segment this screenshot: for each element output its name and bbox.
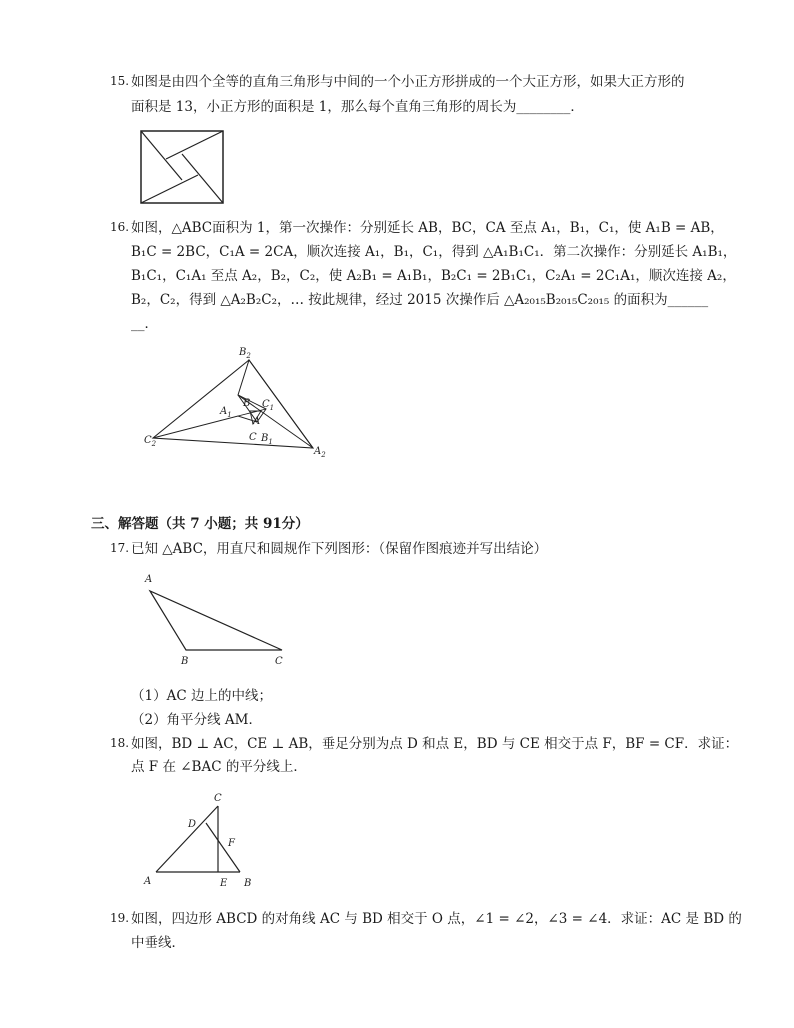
q16-label-a2: $A_2$: [314, 446, 326, 459]
q15-text-line2: 面积是 13，小正方形的面积是 1，那么每个直角三角形的周长为________．: [131, 99, 584, 115]
q17-item1: （1）AC 边上的中线；: [131, 688, 272, 704]
q18-figure: [140, 788, 270, 893]
q16-label-b1: $B_1$: [261, 433, 273, 446]
q16-text-line5: __．: [131, 316, 158, 332]
q18-text-line1: 如图，BD ⊥ AC，CE ⊥ AB，垂足分别为点 D 和点 E，BD 与 CE 相交于点 F，BF = CF．求证：: [131, 736, 739, 752]
q17-item2: （2）角平分线 AM．: [131, 712, 262, 728]
section3-heading: 三、解答题（共 7 小题；共 91分）: [91, 516, 309, 532]
q16-label-c2: $C_2$: [144, 435, 157, 448]
q16-figure-triangles: [140, 340, 340, 465]
q17-label-c: C: [275, 656, 283, 667]
q18-label-f: F: [228, 838, 235, 849]
q16-text-line2: B₁C = 2BC，C₁A = 2CA，顺次连接 A₁，B₁，C₁，得到 △A₁B₁C₁．第二次操作：分别延长 A₁B₁，: [131, 244, 737, 260]
q17-label-b: B: [181, 656, 189, 667]
q17-label-a: A: [145, 574, 153, 585]
q15-figure-square: [138, 128, 228, 206]
q16-label-b2: $B_2$: [239, 347, 251, 360]
q15-text-line1: 如图是由四个全等的直角三角形与中间的一个小正方形拼成的一个大正方形，如果大正方形的: [131, 74, 685, 90]
q18-label-b: B: [244, 878, 252, 889]
q18-number: 18.: [110, 736, 130, 750]
q15-number: 15.: [110, 74, 130, 88]
q17-number: 17.: [110, 541, 130, 555]
q16-label-a: A: [253, 416, 261, 427]
q16-number: 16.: [110, 220, 130, 234]
q16-text-line4: B₂，C₂，得到 △A₂B₂C₂，… 按此规律，经过 2015 次操作后 △A₂₀₁₅B₂₀₁₅C₂₀₁₅ 的面积为______: [131, 292, 709, 308]
q18-label-e: E: [220, 878, 228, 889]
q18-label-d: D: [188, 819, 197, 830]
q17-figure-triangle: [140, 570, 290, 670]
q17-text-line1: 已知 △ABC，用直尺和圆规作下列图形：（保留作图痕迹并写出结论）: [131, 541, 548, 557]
q16-label-c: C: [249, 432, 257, 443]
q19-text-line1: 如图，四边形 ABCD 的对角线 AC 与 BD 相交于 O 点，∠1 = ∠2，∠3 = ∠4．求证：AC 是 BD 的: [131, 911, 742, 927]
q16-label-a1: $A_1$: [220, 406, 232, 419]
q16-text-line3: B₁C₁，C₁A₁ 至点 A₂，B₂，C₂，使 A₂B₁ = A₁B₁，B₂C₁ = 2B₁C₁，C₂A₁ = 2C₁A₁，顺次连接 A₂，: [131, 268, 736, 284]
q16-label-c1: $C_1$: [262, 399, 275, 412]
q18-text-line2: 点 F 在 ∠BAC 的平分线上．: [131, 759, 307, 775]
q19-number: 19.: [110, 911, 130, 925]
q19-text-line2: 中垂线．: [131, 935, 185, 951]
q18-label-c: C: [214, 793, 222, 804]
q16-text-line1: 如图，△ABC面积为 1，第一次操作：分别延长 AB，BC，CA 至点 A₁，B₁，C₁，使 A₁B = AB，: [131, 220, 724, 236]
q16-label-b: B: [243, 398, 251, 409]
q18-label-a: A: [144, 876, 152, 887]
